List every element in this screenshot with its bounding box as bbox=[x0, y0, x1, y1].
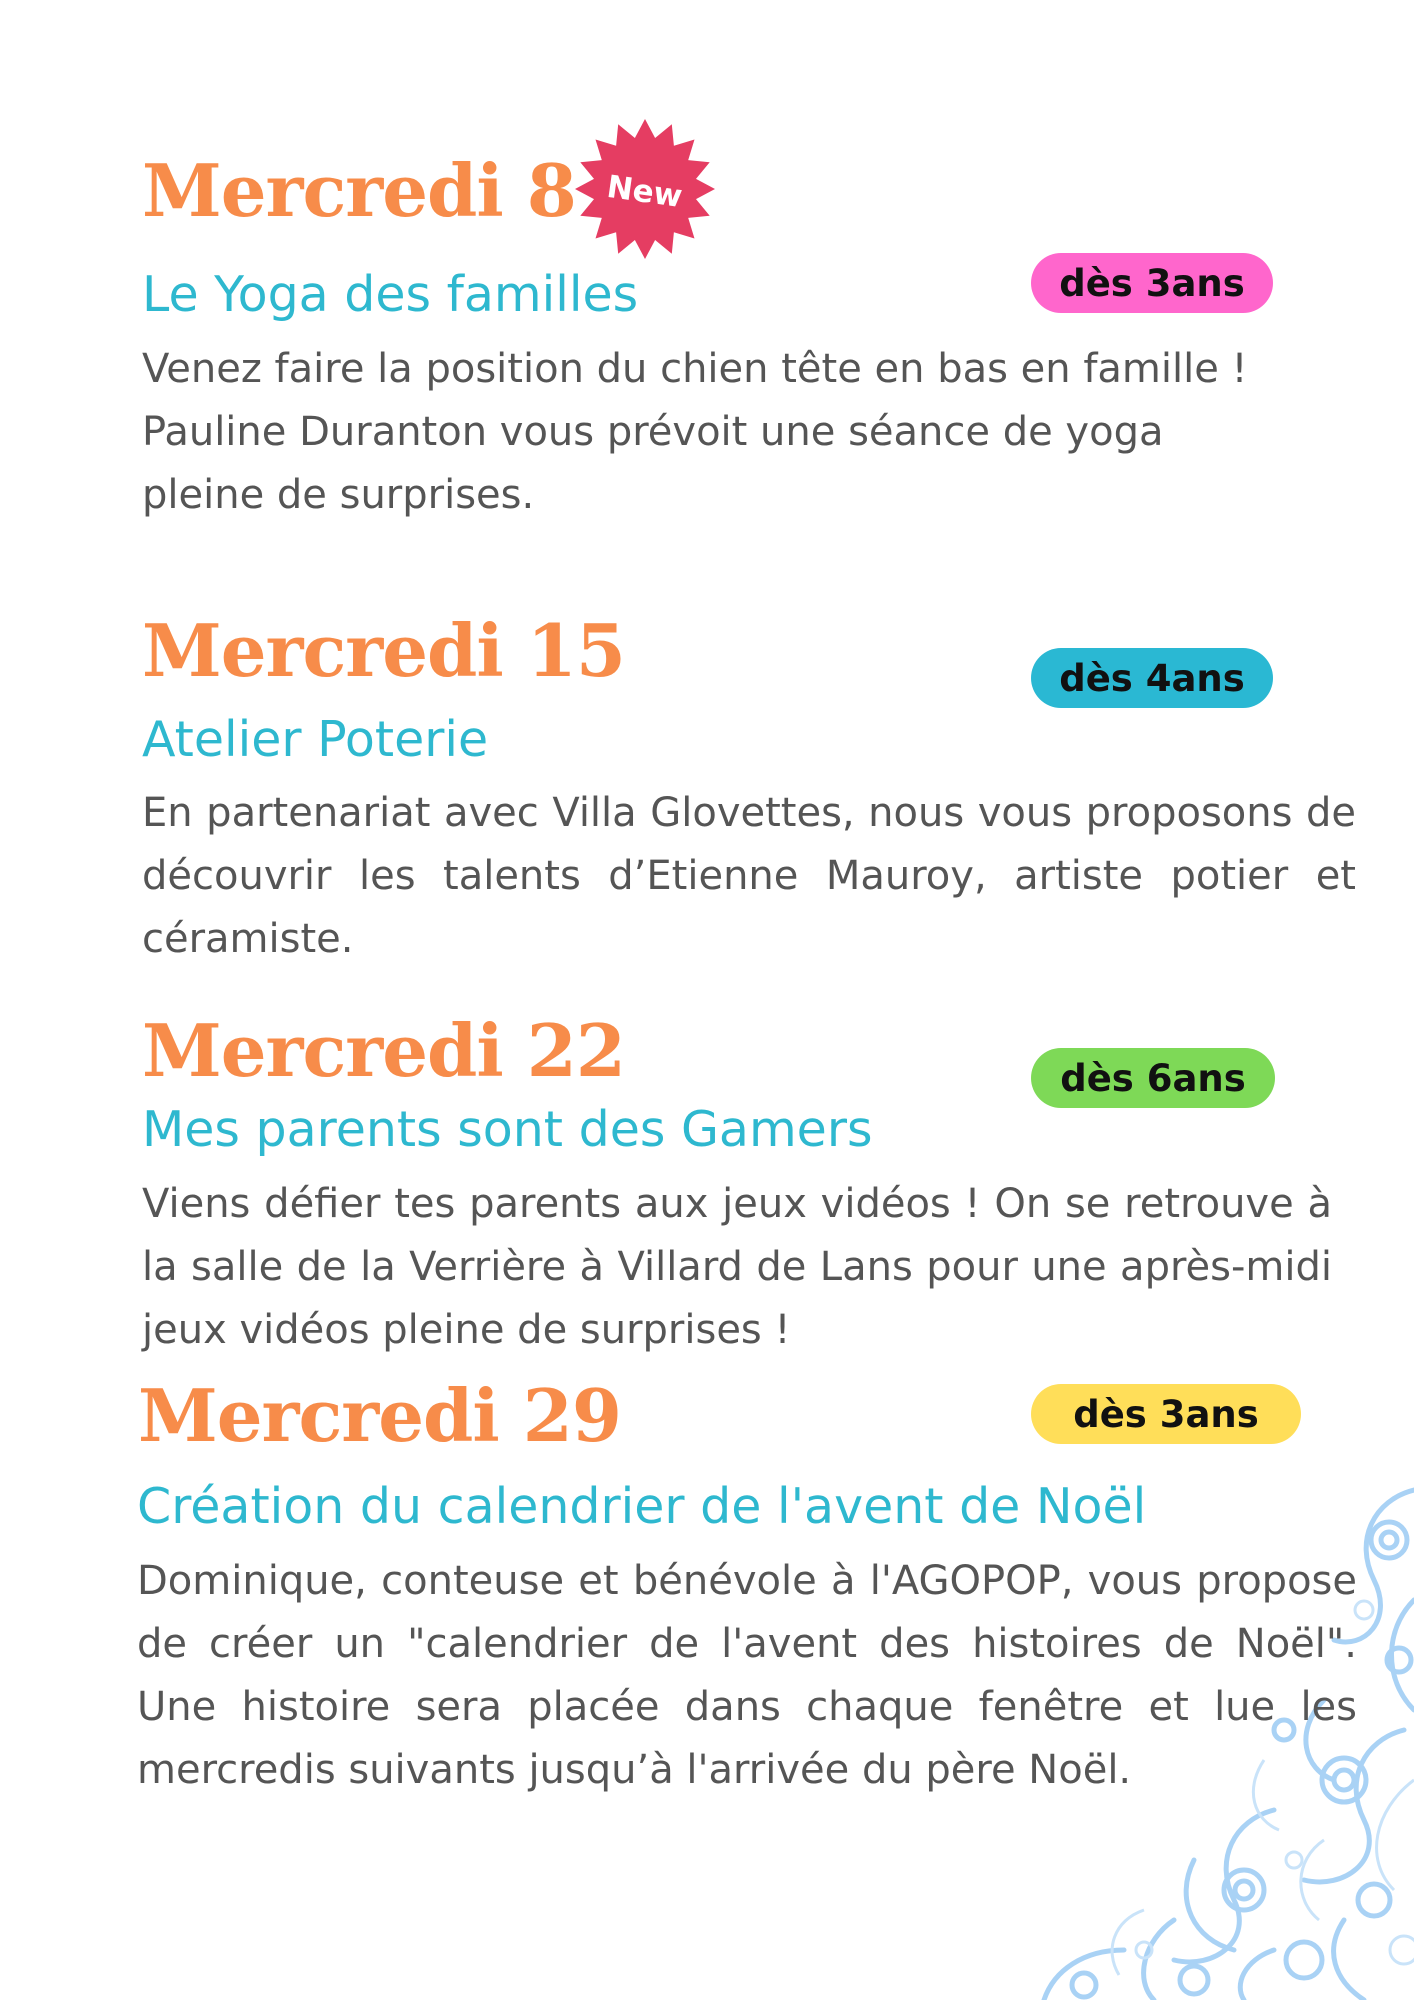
event-description: En partenariat avec Villa Glovettes, nous vous proposons de découvrir les talents d’Etienne Mauroy, artiste potier et céramiste. bbox=[142, 790, 1356, 962]
description-line: Venez faire la position du chien tête en bas en famille ! bbox=[142, 346, 1248, 392]
event-day-heading: Mercredi 8 bbox=[142, 148, 576, 233]
event-title: Atelier Poterie bbox=[142, 711, 489, 768]
description-line: pleine de surprises. bbox=[142, 472, 535, 518]
new-starburst-badge bbox=[574, 118, 716, 260]
age-badge: dès 3ans bbox=[1031, 253, 1273, 313]
event-description: Viens défier tes parents aux jeux vidéos ! On se retrouve à la salle de la Verrière à Villard de Lans pour une après-midi jeux vidéos pleine de surprises ! bbox=[142, 1181, 1332, 1353]
event-title: Mes parents sont des Gamers bbox=[142, 1101, 873, 1158]
event-day-heading: Mercredi 22 bbox=[142, 1008, 625, 1093]
event-description bbox=[142, 338, 1292, 527]
age-badge: dès 6ans bbox=[1031, 1048, 1275, 1108]
description-line: Pauline Duranton vous prévoit une séance de yoga bbox=[142, 409, 1164, 455]
age-badge: dès 3ans bbox=[1031, 1384, 1301, 1444]
age-badge: dès 4ans bbox=[1031, 648, 1273, 708]
event-day-heading: Mercredi 29 bbox=[138, 1373, 621, 1458]
event-day-heading: Mercredi 15 bbox=[142, 608, 625, 693]
event-description: Dominique, conteuse et bénévole à l'AGOPOP, vous propose de créer un "calendrier de l'avent des histoires de Noël". Une histoire sera placée dans chaque fenêtre et lue les mercredis suivants jusqu’à l'arrivée du père Noël. bbox=[137, 1558, 1357, 1793]
new-label: New bbox=[604, 168, 685, 216]
event-title: Création du calendrier de l'avent de Noël bbox=[137, 1478, 1147, 1535]
event-title: Le Yoga des familles bbox=[142, 266, 639, 323]
